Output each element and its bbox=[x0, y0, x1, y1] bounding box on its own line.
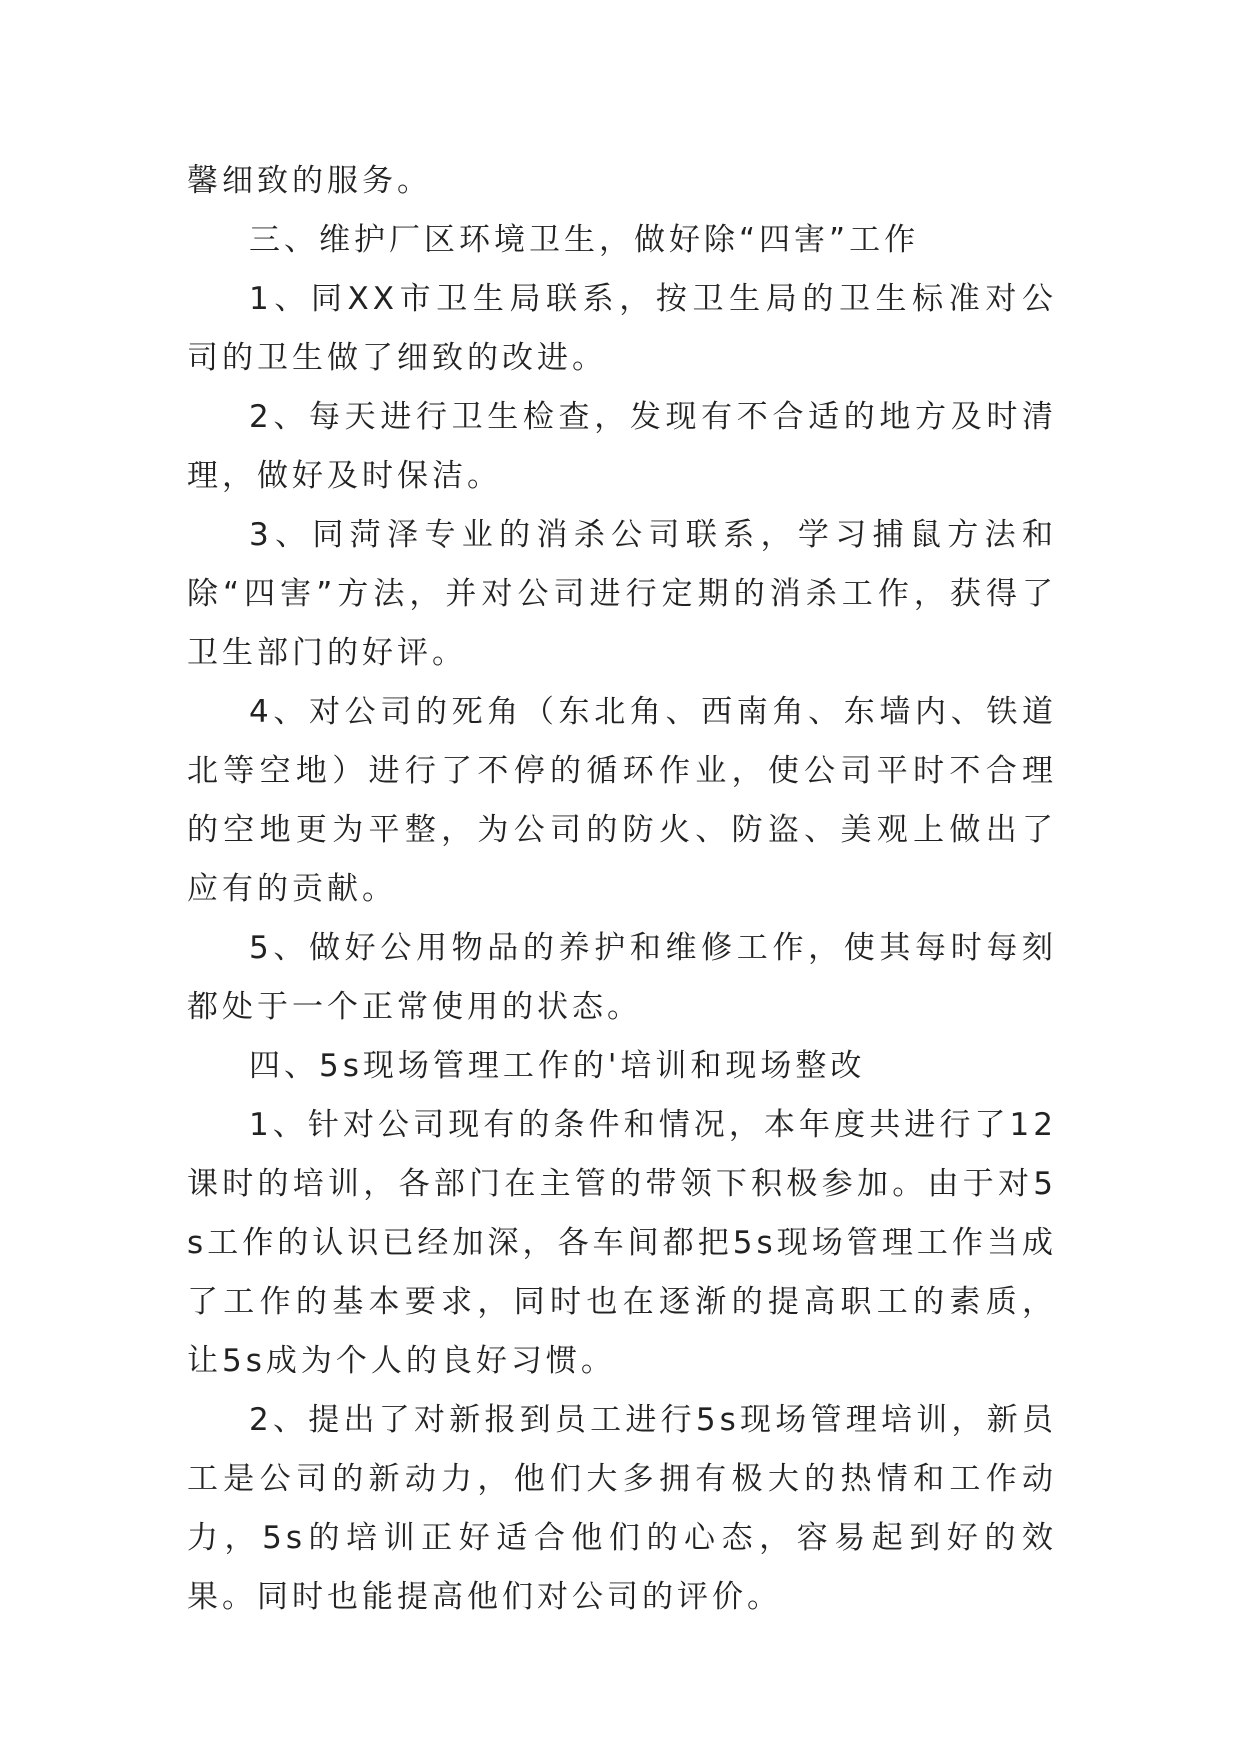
paragraph-item-3-4: 4、对公司的死角（东北角、西南角、东墙内、铁道北等空地）进行了不停的循环作业，使公司平时不合理的空地更为平整，为公司的防火、防盗、美观上做出了应有的贡献。 bbox=[187, 694, 1057, 907]
paragraph-continuation: 馨细致的服务。 bbox=[187, 163, 432, 199]
document-body bbox=[187, 152, 1057, 1627]
section-heading-3: 三、维护厂区环境卫生，做好除“四害”工作 bbox=[249, 222, 920, 258]
paragraph-item-4-1: 1、针对公司现有的条件和情况，本年度共进行了12课时的培训，各部门在主管的带领下积极参加。由于对5s工作的认识已经加深，各车间都把5s现场管理工作当成了工作的基本要求，同时也在逐渐的提高职工的素质，让5s成为个人的良好习惯。 bbox=[187, 1107, 1057, 1379]
paragraph-item-3-1: 1、同XX市卫生局联系，按卫生局的卫生标准对公司的卫生做了细致的改进。 bbox=[187, 281, 1057, 376]
section-heading-4: 四、5s现场管理工作的'培训和现场整改 bbox=[249, 1048, 866, 1084]
paragraph-item-3-5: 5、做好公用物品的养护和维修工作，使其每时每刻都处于一个正常使用的状态。 bbox=[187, 930, 1057, 1025]
paragraph-item-3-2: 2、每天进行卫生检查，发现有不合适的地方及时清理，做好及时保洁。 bbox=[187, 399, 1057, 494]
paragraph-item-3-3: 3、同菏泽专业的消杀公司联系，学习捕鼠方法和除“四害”方法，并对公司进行定期的消杀工作，获得了卫生部门的好评。 bbox=[187, 517, 1057, 671]
paragraph-item-4-2: 2、提出了对新报到员工进行5s现场管理培训，新员工是公司的新动力，他们大多拥有极大的热情和工作动力，5s的培训正好适合他们的心态，容易起到好的效果。同时也能提高他们对公司的评价。 bbox=[187, 1402, 1057, 1615]
